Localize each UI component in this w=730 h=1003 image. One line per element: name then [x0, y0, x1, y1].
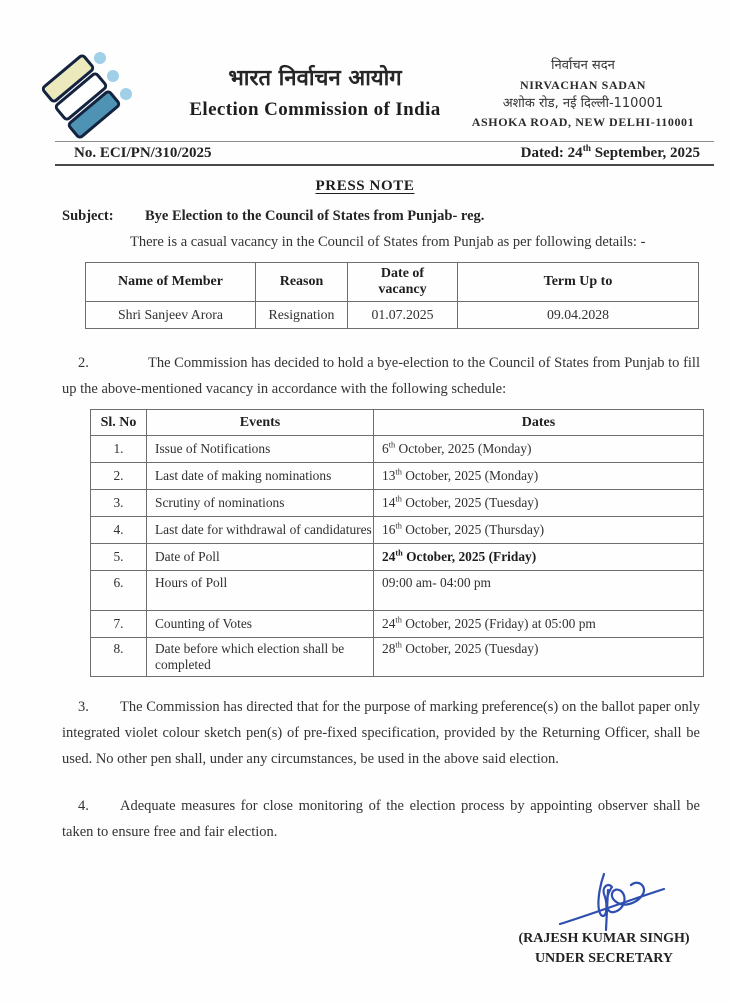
signature-scribble [552, 870, 672, 932]
schedule-column-header: Dates [374, 410, 704, 436]
logo-dot [107, 70, 119, 82]
schedule-column-header: Events [147, 410, 374, 436]
schedule-serial-cell: 7. [91, 611, 147, 638]
org-name-hindi: भारत निर्वाचन आयोग [228, 66, 402, 91]
schedule-event-cell: Date before which election shall be completed [147, 638, 374, 677]
schedule-event-cell: Counting of Votes [147, 611, 374, 638]
schedule-table-row [91, 544, 704, 571]
vacancy-cell: 09.04.2028 [458, 302, 699, 329]
signatory-name: (RAJESH KUMAR SINGH) [518, 931, 690, 946]
paragraph-text: The Commission has directed that for the purpose of marking preference(s) on the ballot paper only integrated violet colour sketch pen(s) of pre-fixed specification, provided by the Returning Officer, shall be used. No other pen shall, under any circumstances, be used in the above said election. [62, 699, 700, 767]
vacancy-column-header: Reason [256, 263, 348, 302]
schedule-date-cell: 13th October, 2025 (Monday) [374, 463, 704, 490]
vacancy-table-row [86, 302, 699, 329]
paragraph-3 [62, 694, 700, 772]
org-name-english: Election Commission of India [189, 99, 441, 120]
address-line-hindi: निर्वाचन सदन [551, 58, 615, 73]
schedule-event-cell: Last date for withdrawal of candidatures [147, 517, 374, 544]
paragraph-text: Adequate measures for close monitoring of the election process by appointing observer shall be taken to ensure free and fair election. [62, 798, 700, 840]
schedule-serial-cell: 3. [91, 490, 147, 517]
paragraph-number: 4. [78, 798, 89, 814]
schedule-table-row [91, 611, 704, 638]
schedule-table-row [91, 571, 704, 611]
vacancy-column-header: Date of vacancy [348, 263, 458, 302]
schedule-date-cell: 14th October, 2025 (Tuesday) [374, 490, 704, 517]
reference-line [0, 142, 730, 164]
logo-dot [120, 88, 132, 100]
schedule-serial-cell: 5. [91, 544, 147, 571]
eci-logo-icon [36, 46, 136, 140]
divider-line [55, 164, 714, 166]
vacancy-table [85, 262, 699, 329]
address-line-english: NIRVACHAN SADAN [519, 77, 647, 92]
org-title-block [150, 62, 480, 121]
schedule-date-cell: 24th October, 2025 (Friday) at 05:00 pm [374, 611, 704, 638]
paragraph-number: 3. [78, 699, 89, 715]
signatory-block [514, 929, 694, 969]
schedule-serial-cell: 1. [91, 436, 147, 463]
schedule-date-cell: 24th October, 2025 (Friday) [374, 544, 704, 571]
schedule-table-row [91, 517, 704, 544]
schedule-serial-cell: 6. [91, 571, 147, 611]
schedule-event-cell: Issue of Notifications [147, 436, 374, 463]
subject-text: Bye Election to the Council of States from Punjab- reg. [145, 208, 485, 224]
schedule-event-cell: Hours of Poll [147, 571, 374, 611]
subject-line [62, 208, 700, 225]
vacancy-cell: Resignation [256, 302, 348, 329]
schedule-event-cell: Last date of making nominations [147, 463, 374, 490]
paragraph-number: 2. [78, 355, 89, 371]
vacancy-cell: 01.07.2025 [348, 302, 458, 329]
press-note-title: PRESS NOTE [315, 178, 415, 194]
vacancy-column-header: Name of Member [86, 263, 256, 302]
signatory-title: UNDER SECRETARY [534, 951, 674, 966]
document-header [0, 0, 730, 141]
paragraph-intro: There is a casual vacancy in the Council of States from Punjab as per following details: - [130, 234, 646, 250]
schedule-serial-cell: 8. [91, 638, 147, 677]
address-block [458, 56, 708, 131]
paragraph-4 [62, 793, 700, 845]
schedule-serial-cell: 4. [91, 517, 147, 544]
dated-text: Dated: 24th September, 2025 [520, 144, 700, 161]
schedule-table-row [91, 490, 704, 517]
schedule-event-cell: Scrutiny of nominations [147, 490, 374, 517]
schedule-table-header-row [91, 410, 704, 436]
schedule-date-cell: 09:00 am- 04:00 pm [374, 571, 704, 611]
schedule-table-row [91, 436, 704, 463]
schedule-date-cell: 28th October, 2025 (Tuesday) [374, 638, 704, 677]
paragraph-2 [62, 350, 700, 402]
paragraph-text: The Commission has decided to hold a bye-election to the Council of States from Punjab to fill up the above-mentioned vacancy in accordance with the following schedule: [62, 355, 700, 397]
reference-number: No. ECI/PN/310/2025 [74, 145, 212, 161]
schedule-column-header: Sl. No [91, 410, 147, 436]
schedule-table-row [91, 638, 704, 677]
address-line-english: ASHOKA ROAD, NEW DELHI-110001 [471, 115, 695, 129]
schedule-event-cell: Date of Poll [147, 544, 374, 571]
address-line-hindi: अशोक रोड, नई दिल्ली-110001 [502, 95, 664, 111]
vacancy-table-header-row [86, 263, 699, 302]
vacancy-column-header: Term Up to [458, 263, 699, 302]
logo-dot [94, 52, 106, 64]
schedule-date-cell: 16th October, 2025 (Thursday) [374, 517, 704, 544]
schedule-table-row [91, 463, 704, 490]
schedule-table [90, 409, 704, 677]
schedule-date-cell: 6th October, 2025 (Monday) [374, 436, 704, 463]
vacancy-cell: Shri Sanjeev Arora [86, 302, 256, 329]
schedule-serial-cell: 2. [91, 463, 147, 490]
subject-label: Subject: [62, 208, 114, 224]
